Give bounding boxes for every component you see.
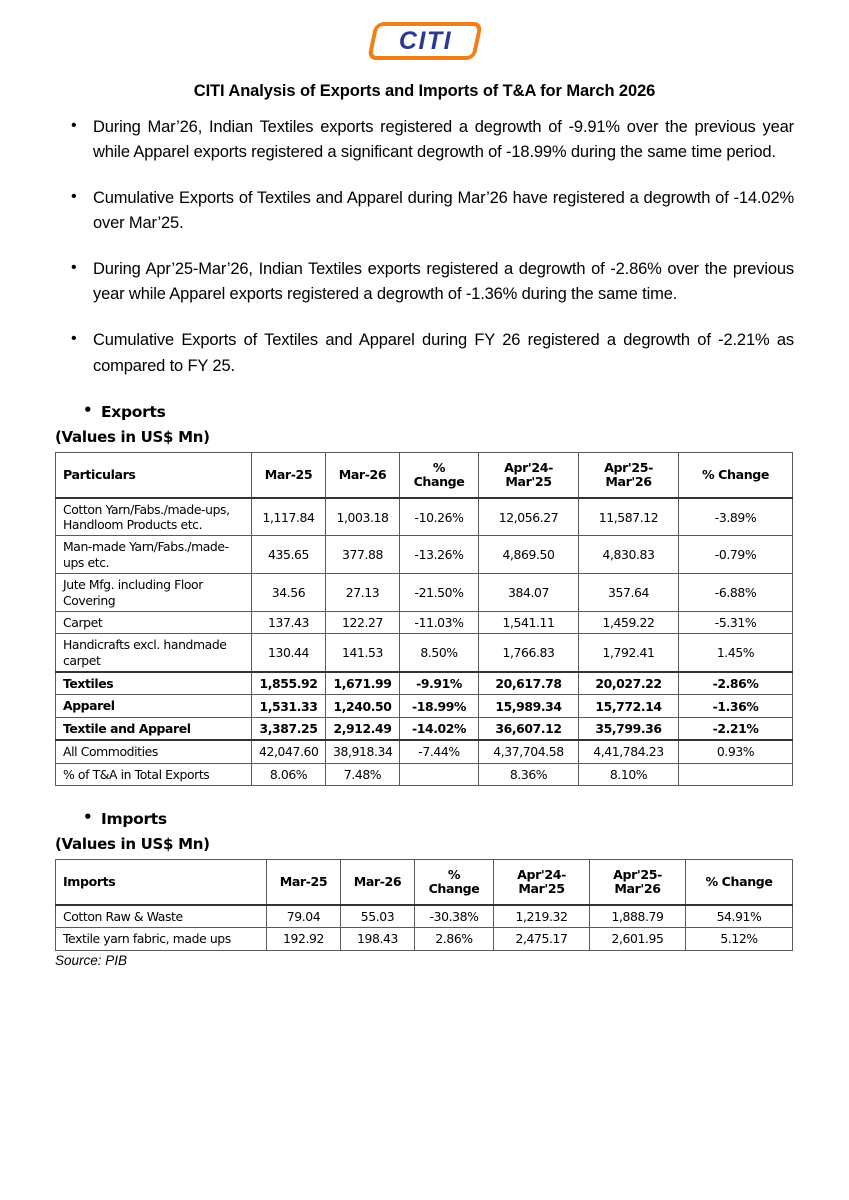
table-row bbox=[56, 498, 793, 536]
row-label: Cotton Raw & Waste bbox=[56, 905, 267, 928]
cell-change-year: -6.88% bbox=[679, 574, 793, 612]
cell-change-year: 54.91% bbox=[686, 905, 793, 928]
imports-section-heading: • Imports bbox=[55, 810, 794, 828]
cell-apr25-mar26: 35,799.36 bbox=[579, 717, 679, 740]
header-line1: Apr'25- bbox=[613, 866, 662, 882]
header-line1: Imports bbox=[63, 873, 116, 889]
bullet-item: • Cumulative Exports of Textiles and Apparel during Mar’26 have registered a degrowth of -14.02% over Mar’25. bbox=[55, 186, 794, 236]
bullet-item: • Cumulative Exports of Textiles and Apparel during FY 26 registered a degrowth of -2.21% as compared to FY 25. bbox=[55, 328, 794, 378]
source-note: Source: PIB bbox=[55, 952, 128, 968]
logo-mark bbox=[371, 22, 479, 60]
table-row bbox=[56, 634, 793, 672]
row-label: Jute Mfg. including Floor Covering bbox=[56, 574, 252, 612]
cell-mar26: 27.13 bbox=[326, 574, 400, 612]
cell-apr25-mar26: 4,830.83 bbox=[579, 536, 679, 574]
cell-mar25: 34.56 bbox=[252, 574, 326, 612]
header-line1: Apr'25- bbox=[604, 459, 653, 475]
table-row-all-commodities bbox=[56, 740, 793, 763]
row-label: Apparel bbox=[56, 695, 252, 717]
column-header-change-year bbox=[679, 452, 793, 498]
imports-values-note: (Values in US$ Mn) bbox=[55, 834, 210, 853]
logo-text: CITI bbox=[398, 26, 453, 55]
cell-apr24-mar25: 4,37,704.58 bbox=[479, 740, 579, 763]
cell-mar25: 3,387.25 bbox=[252, 717, 326, 740]
row-label: Textile yarn fabric, made ups bbox=[56, 928, 267, 950]
cell-change-year: -5.31% bbox=[679, 611, 793, 633]
cell-apr25-mar26: 20,027.22 bbox=[579, 672, 679, 695]
cell-change-month bbox=[400, 763, 479, 785]
header-line1: Mar-25 bbox=[279, 873, 328, 889]
table-row bbox=[56, 928, 793, 950]
cell-mar26: 1,240.50 bbox=[326, 695, 400, 717]
cell-mar25: 435.65 bbox=[252, 536, 326, 574]
header-line1: Mar-26 bbox=[353, 873, 402, 889]
cell-mar26: 38,918.34 bbox=[326, 740, 400, 763]
cell-mar25: 42,047.60 bbox=[252, 740, 326, 763]
cell-change-month: -7.44% bbox=[400, 740, 479, 763]
column-header-apr25-mar26 bbox=[590, 859, 686, 905]
row-label: Handicrafts excl. handmade carpet bbox=[56, 634, 252, 672]
header-line1: Mar-26 bbox=[338, 466, 387, 482]
exports-values-note: (Values in US$ Mn) bbox=[55, 427, 210, 446]
citi-logo bbox=[55, 0, 794, 66]
page-title: CITI Analysis of Exports and Imports of T&A for March 2026 bbox=[193, 82, 656, 100]
cell-apr24-mar25: 15,989.34 bbox=[479, 695, 579, 717]
cell-mar25: 8.06% bbox=[252, 763, 326, 785]
cell-apr25-mar26: 2,601.95 bbox=[590, 928, 686, 950]
cell-apr25-mar26: 357.64 bbox=[579, 574, 679, 612]
exports-table bbox=[55, 452, 793, 786]
cell-change-year: -2.21% bbox=[679, 717, 793, 740]
table-header-row bbox=[56, 452, 793, 498]
cell-change-month: -21.50% bbox=[400, 574, 479, 612]
column-header-mar26 bbox=[341, 859, 415, 905]
cell-change-year: -3.89% bbox=[679, 498, 793, 536]
bullet-item: • During Apr’25-Mar’26, Indian Textiles exports registered a degrowth of -2.86% over the previous year while Apparel exports registered a degrowth of -1.36% during the same time. bbox=[55, 257, 794, 307]
cell-mar25: 137.43 bbox=[252, 611, 326, 633]
column-header-particulars bbox=[56, 452, 252, 498]
cell-change-year bbox=[679, 763, 793, 785]
cell-change-month: -14.02% bbox=[400, 717, 479, 740]
cell-change-month: -11.03% bbox=[400, 611, 479, 633]
column-header-mar25 bbox=[267, 859, 341, 905]
header-line1: Particulars bbox=[63, 466, 136, 482]
cell-change-month: -13.26% bbox=[400, 536, 479, 574]
column-header-change-year bbox=[686, 859, 793, 905]
cell-apr24-mar25: 36,607.12 bbox=[479, 717, 579, 740]
cell-apr24-mar25: 4,869.50 bbox=[479, 536, 579, 574]
table-row-textile-and-apparel bbox=[56, 717, 793, 740]
cell-change-month: -30.38% bbox=[415, 905, 494, 928]
table-row bbox=[56, 574, 793, 612]
column-header-apr24-mar25 bbox=[479, 452, 579, 498]
header-line1: % Change bbox=[701, 466, 770, 482]
cell-apr25-mar26: 4,41,784.23 bbox=[579, 740, 679, 763]
row-label: Man-made Yarn/Fabs./made-ups etc. bbox=[56, 536, 252, 574]
cell-mar26: 141.53 bbox=[326, 634, 400, 672]
header-line1: Mar-25 bbox=[264, 466, 313, 482]
cell-change-year: 1.45% bbox=[679, 634, 793, 672]
cell-change-month: -9.91% bbox=[400, 672, 479, 695]
cell-apr24-mar25: 384.07 bbox=[479, 574, 579, 612]
header-line2: Mar'25 bbox=[518, 880, 565, 896]
imports-table bbox=[55, 859, 793, 951]
table-row bbox=[56, 905, 793, 928]
cell-mar26: 122.27 bbox=[326, 611, 400, 633]
cell-mar25: 130.44 bbox=[252, 634, 326, 672]
header-line1: % Change bbox=[705, 873, 773, 889]
table-row-share-of-ta bbox=[56, 763, 793, 785]
table-row-textiles bbox=[56, 672, 793, 695]
cell-apr25-mar26: 11,587.12 bbox=[579, 498, 679, 536]
column-header-change-month bbox=[415, 859, 494, 905]
cell-apr25-mar26: 8.10% bbox=[579, 763, 679, 785]
cell-mar25: 192.92 bbox=[267, 928, 341, 950]
cell-mar26: 198.43 bbox=[341, 928, 415, 950]
cell-apr24-mar25: 1,766.83 bbox=[479, 634, 579, 672]
table-header-row bbox=[56, 859, 793, 905]
column-header-apr25-mar26 bbox=[579, 452, 679, 498]
header-line2: Mar'26 bbox=[614, 880, 661, 896]
column-header-mar25 bbox=[252, 452, 326, 498]
cell-change-year: -1.36% bbox=[679, 695, 793, 717]
header-line1: Apr'24- bbox=[517, 866, 566, 882]
exports-section-heading: • Exports bbox=[55, 403, 794, 421]
column-header-change-month bbox=[400, 452, 479, 498]
cell-change-year: -0.79% bbox=[679, 536, 793, 574]
table-row-apparel bbox=[56, 695, 793, 717]
cell-apr25-mar26: 1,792.41 bbox=[579, 634, 679, 672]
cell-apr24-mar25: 12,056.27 bbox=[479, 498, 579, 536]
cell-change-year: -2.86% bbox=[679, 672, 793, 695]
summary-bullet-list bbox=[55, 115, 794, 379]
cell-mar26: 7.48% bbox=[326, 763, 400, 785]
cell-mar26: 377.88 bbox=[326, 536, 400, 574]
cell-mar25: 79.04 bbox=[267, 905, 341, 928]
row-label: Textiles bbox=[56, 672, 252, 695]
header-line2: Mar'25 bbox=[505, 473, 552, 489]
cell-mar25: 1,855.92 bbox=[252, 672, 326, 695]
cell-apr24-mar25: 8.36% bbox=[479, 763, 579, 785]
header-line1: % Change bbox=[413, 459, 465, 489]
cell-mar25: 1,531.33 bbox=[252, 695, 326, 717]
cell-apr25-mar26: 1,888.79 bbox=[590, 905, 686, 928]
cell-change-month: -18.99% bbox=[400, 695, 479, 717]
cell-apr24-mar25: 1,541.11 bbox=[479, 611, 579, 633]
cell-mar26: 1,671.99 bbox=[326, 672, 400, 695]
header-line1: Apr'24- bbox=[504, 459, 553, 475]
row-label: All Commodities bbox=[56, 740, 252, 763]
row-label: Carpet bbox=[56, 611, 252, 633]
row-label: Cotton Yarn/Fabs./made-ups, Handloom Products etc. bbox=[56, 498, 252, 536]
cell-apr25-mar26: 15,772.14 bbox=[579, 695, 679, 717]
cell-apr25-mar26: 1,459.22 bbox=[579, 611, 679, 633]
column-header-mar26 bbox=[326, 452, 400, 498]
cell-change-year: 5.12% bbox=[686, 928, 793, 950]
cell-apr24-mar25: 1,219.32 bbox=[494, 905, 590, 928]
cell-change-year: 0.93% bbox=[679, 740, 793, 763]
cell-apr24-mar25: 2,475.17 bbox=[494, 928, 590, 950]
column-header-imports bbox=[56, 859, 267, 905]
row-label: % of T&A in Total Exports bbox=[56, 763, 252, 785]
row-label: Textile and Apparel bbox=[56, 717, 252, 740]
cell-mar26: 2,912.49 bbox=[326, 717, 400, 740]
column-header-apr24-mar25 bbox=[494, 859, 590, 905]
bullet-item: • During Mar’26, Indian Textiles exports registered a degrowth of -9.91% over the previous year while Apparel exports registered a significant degrowth of -18.99% during the same time period. bbox=[55, 115, 794, 165]
header-line2: Mar'26 bbox=[605, 473, 652, 489]
table-row bbox=[56, 536, 793, 574]
header-line1: % Change bbox=[428, 866, 480, 896]
cell-mar26: 1,003.18 bbox=[326, 498, 400, 536]
cell-mar26: 55.03 bbox=[341, 905, 415, 928]
cell-mar25: 1,117.84 bbox=[252, 498, 326, 536]
cell-apr24-mar25: 20,617.78 bbox=[479, 672, 579, 695]
cell-change-month: 8.50% bbox=[400, 634, 479, 672]
cell-change-month: 2.86% bbox=[415, 928, 494, 950]
cell-change-month: -10.26% bbox=[400, 498, 479, 536]
table-row bbox=[56, 611, 793, 633]
